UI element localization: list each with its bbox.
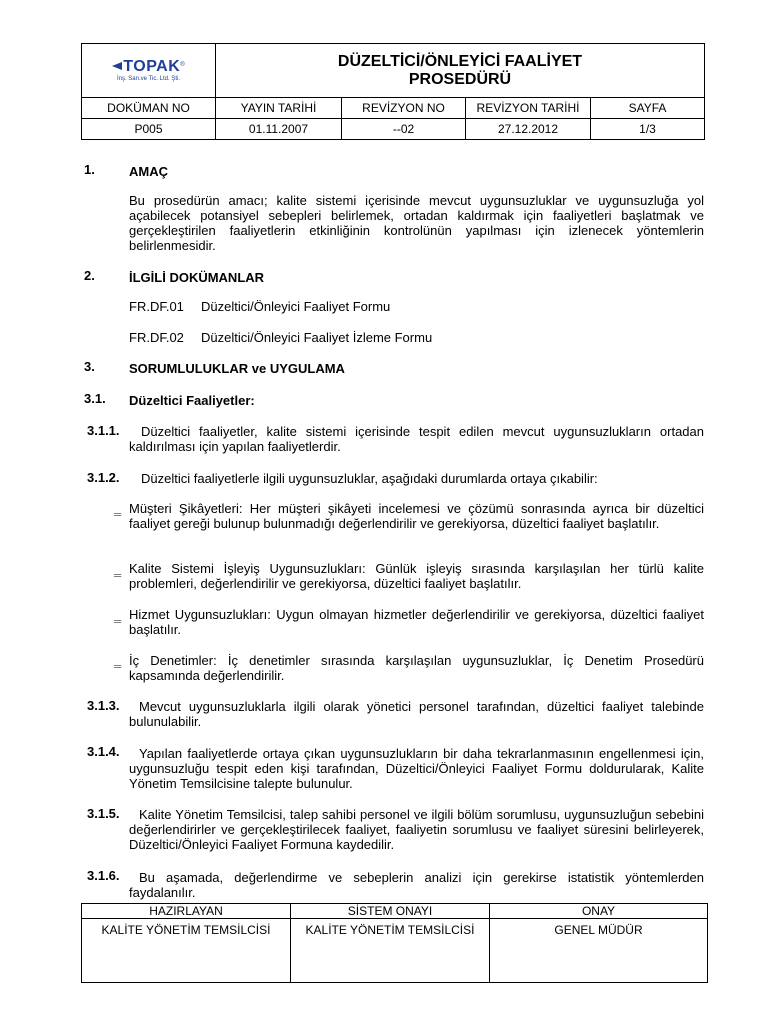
related-doc-1-name: Düzeltici/Önleyici Faaliyet Formu [201, 299, 391, 314]
section-3-number: 3. [84, 359, 95, 374]
title-line-2: PROSEDÜRÜ [408, 70, 512, 88]
bullet-item-3: Hizmet Uygunsuzlukları: Uygun olmayan hizmetler değerlendirilir ve gerekiyorsa, düzeltici faaliyet başlatılır. [129, 607, 704, 637]
meta-value-publish-date: 01.11.2007 [216, 119, 342, 140]
section-2-title: İLGİLİ DOKÜMANLAR [129, 270, 265, 285]
approval-table [81, 903, 708, 983]
section-3-1-3-text: Mevcut uygunsuzluklarla ilgili olarak yönetici personel tarafından, düzeltici faaliyet talebinde bulunulabilir. [129, 699, 704, 729]
meta-value-row [82, 119, 705, 140]
meta-label-row [82, 98, 705, 119]
section-3-title: SORUMLULUKLAR ve UYGULAMA [129, 361, 345, 376]
meta-value-revision-date: 27.12.2012 [466, 119, 591, 140]
approval-signer-system: KALİTE YÖNETİM TEMSİLCİSİ [291, 919, 490, 983]
meta-label-publish-date: YAYIN TARİHİ [216, 98, 342, 119]
section-3-1-1-text: Düzeltici faaliyetler, kalite sistemi içerisinde tespit edilen mevcut uygunsuzlukların ortadan kaldırılması için yapılan faaliyetlerdir. [129, 424, 704, 454]
section-3-1-6-text: Bu aşamada, değerlendirme ve sebeplerin analizi için gerekirse istatistik yöntemlerden faydalanılır. [129, 870, 704, 900]
related-doc-2-code: FR.DF.02 [129, 330, 184, 345]
approval-label-system: SİSTEM ONAYI [291, 904, 490, 919]
section-1-title: AMAÇ [129, 164, 168, 179]
logo-subtitle: İnş. San.ve Tic. Ltd. Şti. [116, 75, 180, 82]
logo-text: TOPAK [123, 57, 181, 75]
section-1-number: 1. [84, 162, 95, 177]
meta-label-page: SAYFA [591, 98, 705, 119]
meta-label-revision-date: REVİZYON TARİHİ [466, 98, 591, 119]
section-3-1-6-number: 3.1.6. [87, 868, 120, 883]
related-doc-1-code: FR.DF.01 [129, 299, 184, 314]
title-line-1: DÜZELTİCİ/ÖNLEYİCİ FAALİYET [337, 52, 583, 70]
approval-signer-approved: GENEL MÜDÜR [490, 919, 708, 983]
section-2-number: 2. [84, 268, 95, 283]
bullet-item-4: İç Denetimler: İç denetimler sırasında karşılaşılan uygunsuzluklar, İç Denetim Prosedürü kapsamında değerlendirilir. [129, 653, 704, 683]
section-3-1-1-number: 3.1.1. [87, 423, 120, 438]
document-title [216, 44, 705, 98]
logo-arrow-icon [112, 62, 122, 70]
section-3-1-3-number: 3.1.3. [87, 698, 120, 713]
approval-label-row [82, 904, 708, 919]
section-3-1-title: Düzeltici Faaliyetler: [129, 393, 255, 408]
meta-label-doc-no: DOKÜMAN NO [82, 98, 216, 119]
section-3-1-4-number: 3.1.4. [87, 744, 120, 759]
meta-value-revision-no: --02 [342, 119, 466, 140]
meta-value-doc-no: P005 [82, 119, 216, 140]
section-3-1-4-text: Yapılan faaliyetlerde ortaya çıkan uygunsuzlukların bir daha tekrarlanmasının engellenmesi için, uygunsuzluğu tespit eden kişi tarafından, Düzeltici/Önleyici Faaliyet Formu doldurularak, Kalite Yönetim Temsilcisine talepte bulunulur. [129, 746, 704, 791]
meta-label-revision-no: REVİZYON NO [342, 98, 466, 119]
company-logo: TOPAK® İnş. San.ve Tic. Ltd. Şti. [112, 59, 184, 82]
section-3-1-2-text: Düzeltici faaliyetlerle ilgili uygunsuzluklar, aşağıdaki durumlarda ortaya çıkabilir: [141, 471, 598, 486]
related-doc-2-name: Düzeltici/Önleyici Faaliyet İzleme Formu [201, 330, 433, 345]
section-3-1-5-text: Kalite Yönetim Temsilcisi, talep sahibi personel ve ilgili bölüm sorumlusu, uygunsuzluğun sebebini değerlendirirler ve gerçekleştirilecek faaliyet, faaliyetin sorumlusu ve faaliyet süresini belirleyerek, Düzeltici/Önleyici Faaliyet Formuna kaydedilir. [129, 807, 704, 852]
approval-signer-prepared: KALİTE YÖNETİM TEMSİLCİSİ [82, 919, 291, 983]
bullet-dash-4: ‗ [114, 652, 122, 667]
approval-label-approved: ONAY [490, 904, 708, 919]
approval-label-prepared: HAZIRLAYAN [82, 904, 291, 919]
bullet-dash-1: ‗ [114, 500, 122, 515]
section-3-1-5-number: 3.1.5. [87, 806, 120, 821]
section-3-1-number: 3.1. [84, 391, 106, 406]
section-1-text: Bu prosedürün amacı; kalite sistemi içerisinde mevcut uygunsuzluklar ve uygunsuzluğa yol açabilecek potansiyel sebepleri belirlemek, ortadan kaldırmak için faaliyetleri başlatmak ve gerçekleştirilen faaliyetlerin etkinliğinin kontrolünün yapılması için izlenecek yöntemlerin belirlenmesidir. [129, 193, 704, 253]
bullet-item-1: Müşteri Şikâyetleri: Her müşteri şikâyeti incelemesi ve çözümü sonrasında ayrıca bir düzeltici faaliyet gereği bulunup bulunmadığı değerlendirilir ve gerekiyorsa, düzeltici faaliyet başlatılır. [129, 501, 704, 531]
logo-cell [82, 44, 216, 98]
meta-value-page: 1/3 [591, 119, 705, 140]
document-header-table [81, 43, 705, 140]
approval-signer-row [82, 919, 708, 983]
bullet-item-2: Kalite Sistemi İşleyiş Uygunsuzlukları: Günlük işleyiş sırasında karşılaşılan her türlü kalite problemleri, değerlendirilir ve gerekiyorsa, düzeltici faaliyet başlatılır. [129, 561, 704, 591]
bullet-dash-2: ‗ [114, 561, 122, 576]
section-3-1-2-number: 3.1.2. [87, 470, 120, 485]
bullet-dash-3: ‗ [114, 607, 122, 622]
